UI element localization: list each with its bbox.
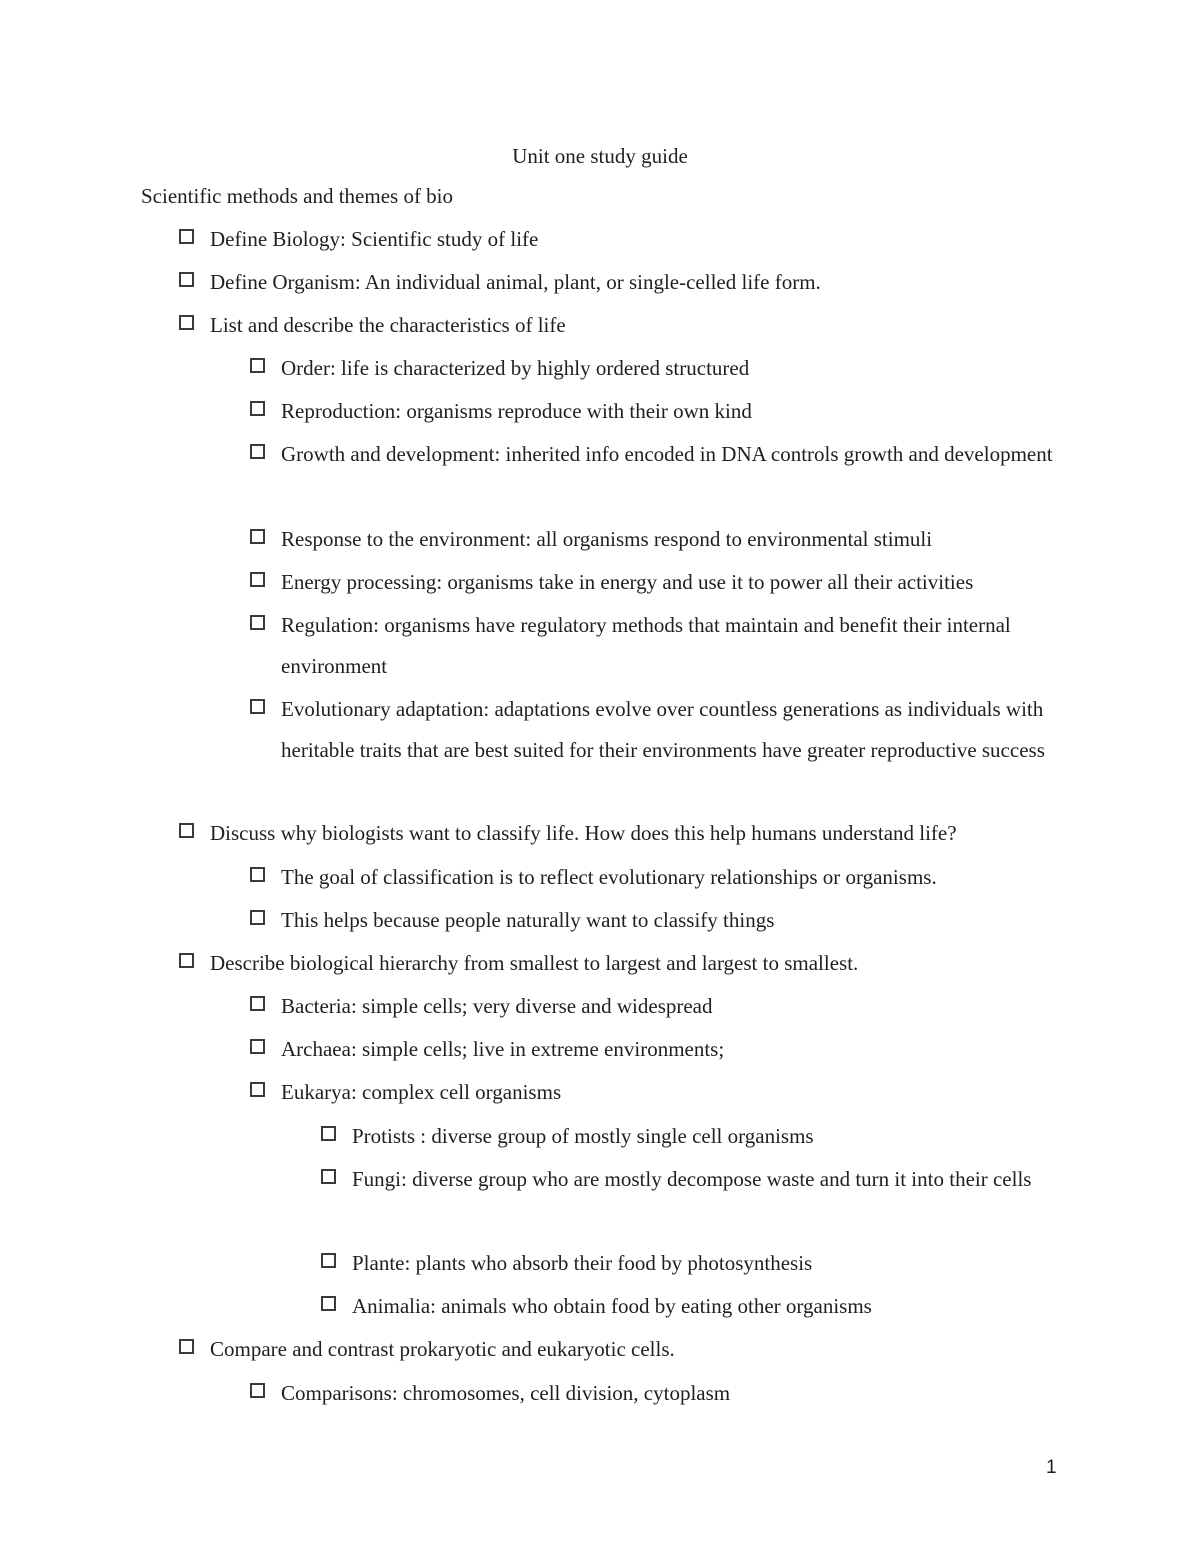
- checklist-item: [321, 1116, 1081, 1157]
- checklist-item-text: Fungi: diverse group who are mostly decompose waste and turn it into their cells: [352, 1167, 1032, 1191]
- checklist-item: [250, 605, 1080, 687]
- checklist-item-text: Define Organism: An individual animal, plant, or single-celled life form.: [210, 270, 821, 294]
- checkbox-icon[interactable]: [321, 1296, 336, 1311]
- checkbox-icon[interactable]: [250, 572, 265, 587]
- checkbox-icon[interactable]: [250, 615, 265, 630]
- checkbox-icon[interactable]: [250, 1039, 265, 1054]
- checklist-item-text: List and describe the characteristics of life: [210, 313, 566, 337]
- checkbox-icon[interactable]: [179, 272, 194, 287]
- checklist-item: [250, 391, 1080, 432]
- checkbox-icon[interactable]: [179, 229, 194, 244]
- checklist-item-text: Reproduction: organisms reproduce with their own kind: [281, 399, 752, 423]
- checklist-item-text: Eukarya: complex cell organisms: [281, 1080, 562, 1104]
- checkbox-icon[interactable]: [250, 401, 265, 416]
- checklist-item: [250, 434, 1080, 475]
- checklist-item: [179, 943, 1079, 984]
- checkbox-icon[interactable]: [321, 1253, 336, 1268]
- checklist-item-text: Protists : diverse group of mostly single cell organisms: [352, 1124, 814, 1148]
- checkbox-icon[interactable]: [179, 823, 194, 838]
- checklist-item-text: Describe biological hierarchy from smallest to largest and largest to smallest.: [210, 951, 859, 975]
- checklist-item-text: Discuss why biologists want to classify life. How does this help humans understand life?: [210, 821, 957, 845]
- checkbox-icon[interactable]: [179, 953, 194, 968]
- page-number: 1: [1046, 1457, 1057, 1478]
- checklist-item-text: Regulation: organisms have regulatory methods that maintain and benefit their internal environment: [281, 613, 1011, 678]
- checklist-item-text: This helps because people naturally want to classify things: [281, 908, 775, 932]
- checklist-item: [250, 689, 1080, 771]
- checklist-item-text: Response to the environment: all organisms respond to environmental stimuli: [281, 527, 933, 551]
- checkbox-icon[interactable]: [250, 699, 265, 714]
- checkbox-icon[interactable]: [250, 1383, 265, 1398]
- checklist-item-text: Animalia: animals who obtain food by eating other organisms: [352, 1294, 872, 1318]
- checkbox-icon[interactable]: [250, 867, 265, 882]
- checklist-item-text: Define Biology: Scientific study of life: [210, 227, 539, 251]
- checkbox-icon[interactable]: [250, 529, 265, 544]
- checklist-item: [250, 857, 1080, 898]
- checklist-item: [250, 1029, 1080, 1070]
- checklist-item-text: Archaea: simple cells; live in extreme environments;: [281, 1037, 725, 1061]
- checklist-item-text: Comparisons: chromosomes, cell division, cytoplasm: [281, 1381, 731, 1405]
- checklist-item-text: Order: life is characterized by highly ordered structured: [281, 356, 750, 380]
- checklist-item: [250, 348, 1080, 389]
- checklist-item-text: Energy processing: organisms take in energy and use it to power all their activities: [281, 570, 974, 594]
- checklist-item: [321, 1286, 1081, 1327]
- checklist-item: [179, 813, 1079, 854]
- checklist-item: [250, 562, 1080, 603]
- document-title: Unit one study guide: [512, 144, 688, 168]
- checkbox-icon[interactable]: [321, 1126, 336, 1141]
- checkbox-icon[interactable]: [250, 910, 265, 925]
- checklist-item-text: Plante: plants who absorb their food by photosynthesis: [352, 1251, 813, 1275]
- checkbox-icon[interactable]: [250, 444, 265, 459]
- checkbox-icon[interactable]: [179, 1339, 194, 1354]
- checklist-item: [250, 1373, 1080, 1414]
- checklist-item: [179, 1329, 1079, 1370]
- section-title: Scientific methods and themes of bio: [141, 184, 454, 208]
- checklist-item: [179, 219, 1079, 260]
- checkbox-icon[interactable]: [321, 1169, 336, 1184]
- checkbox-icon[interactable]: [250, 996, 265, 1011]
- checklist-item: [250, 1072, 1080, 1113]
- checklist-item: [250, 519, 1080, 560]
- checkbox-icon[interactable]: [250, 1082, 265, 1097]
- checklist-item-text: The goal of classification is to reflect evolutionary relationships or organisms.: [281, 865, 937, 889]
- checklist-item: [250, 986, 1080, 1027]
- checklist-item: [179, 262, 1079, 303]
- checklist-item: [321, 1243, 1081, 1284]
- checklist-item-text: Bacteria: simple cells; very diverse and widespread: [281, 994, 713, 1018]
- checklist-item: [250, 900, 1080, 941]
- checklist-item-text: Compare and contrast prokaryotic and eukaryotic cells.: [210, 1337, 675, 1361]
- checkbox-icon[interactable]: [250, 358, 265, 373]
- checklist-item: [321, 1159, 1081, 1200]
- checklist-item-text: Growth and development: inherited info encoded in DNA controls growth and development: [281, 442, 1053, 466]
- checklist-item-text: Evolutionary adaptation: adaptations evolve over countless generations as individuals with heritable traits that are best suited for their environments have greater reproductive success: [281, 697, 1045, 762]
- checkbox-icon[interactable]: [179, 315, 194, 330]
- checklist-item: [179, 305, 1079, 346]
